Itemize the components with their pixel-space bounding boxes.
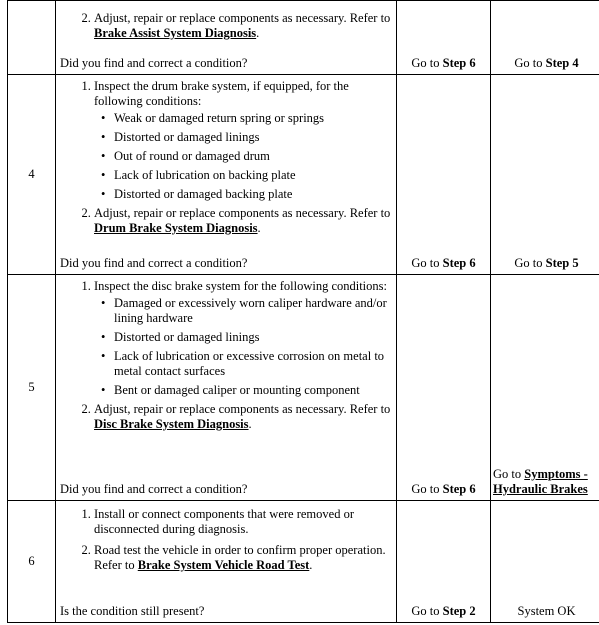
drum-brake-diagnosis-link[interactable]: Drum Brake System Diagnosis	[94, 221, 258, 235]
list-item: 2. Adjust, repair or replace components as necessary. Refer to Disc Brake System Diagnosis.	[94, 402, 392, 432]
action-list	[60, 79, 392, 236]
goto-step-link[interactable]: Step 6	[442, 256, 476, 270]
no-action: Go to Step 4	[491, 1, 599, 75]
diagnostic-table	[7, 0, 599, 623]
list-item: 2. Road test the vehicle in order to confirm proper operation. Refer to Brake System Vehicle Road Test.	[94, 543, 392, 573]
table-row	[8, 75, 599, 275]
bullet-item: • Lack of lubrication on backing plate	[114, 168, 392, 183]
brake-assist-diagnosis-link[interactable]: Brake Assist System Diagnosis	[94, 26, 257, 40]
road-test-link[interactable]: Brake System Vehicle Road Test	[137, 558, 310, 572]
step-number	[8, 1, 56, 75]
bullet-item: • Weak or damaged return spring or springs	[114, 111, 392, 126]
list-item: 2. Adjust, repair or replace components as necessary. Refer to Drum Brake System Diagnosis.	[94, 206, 392, 236]
action-cell	[56, 275, 397, 501]
bullet-item: • Distorted or damaged linings	[114, 130, 392, 145]
question-text: Did you find and correct a condition?	[60, 56, 248, 70]
action-cell	[56, 75, 397, 275]
no-action: Go to Symptoms - Hydraulic Brakes	[491, 275, 599, 501]
disc-brake-diagnosis-link[interactable]: Disc Brake System Diagnosis	[94, 417, 249, 431]
bullet-item: • Distorted or damaged linings	[114, 330, 392, 345]
question-text: Did you find and correct a condition?	[60, 482, 248, 496]
step-number: 6	[8, 501, 56, 623]
symptoms-hydraulic-brakes-link[interactable]: Symptoms -	[524, 467, 588, 481]
list-item: 2. Adjust, repair or replace components as necessary. Refer to Brake Assist System Diagnosis.	[94, 11, 392, 41]
goto-step-link[interactable]: Step 5	[545, 256, 579, 270]
step-number: 5	[8, 275, 56, 501]
list-item: 1. Inspect the drum brake system, if equipped, for the following conditions: • Weak or damaged return spring or springs • Distorted or damaged linings • Out of round or damaged drum • Lack of lubrication on backing plate • Distorted or damaged backing plate	[94, 79, 392, 202]
condition-bullets	[94, 296, 392, 398]
action-list	[60, 11, 392, 41]
symptoms-hydraulic-brakes-link-cont[interactable]: Hydraulic Brakes	[493, 482, 588, 496]
no-action: System OK	[491, 501, 599, 623]
table-row	[8, 501, 599, 623]
yes-action: Go to Step 6	[397, 275, 491, 501]
list-item: 1. Inspect the disc brake system for the following conditions: • Damaged or excessively worn caliper hardware and/or lining hardware • Distorted or damaged linings • Lack of lubrication or excessive corrosion on metal to metal contact surfaces • Bent or damaged caliper or mounting component	[94, 279, 392, 398]
goto-step-link[interactable]: Step 6	[442, 56, 476, 70]
goto-step-link[interactable]: Step 2	[442, 604, 476, 618]
bullet-item: • Bent or damaged caliper or mounting component	[114, 383, 392, 398]
action-cell	[56, 1, 397, 75]
action-list	[60, 507, 392, 573]
bullet-item: • Lack of lubrication or excessive corrosion on metal to metal contact surfaces	[114, 349, 392, 379]
table-row	[8, 275, 599, 501]
step-number: 4	[8, 75, 56, 275]
table-row	[8, 1, 599, 75]
question-text: Did you find and correct a condition?	[60, 256, 248, 270]
action-list	[60, 279, 392, 432]
no-action: Go to Step 5	[491, 75, 599, 275]
yes-action: Go to Step 6	[397, 75, 491, 275]
action-cell	[56, 501, 397, 623]
goto-step-link[interactable]: Step 6	[442, 482, 476, 496]
goto-step-link[interactable]: Step 4	[545, 56, 579, 70]
yes-action: Go to Step 2	[397, 501, 491, 623]
bullet-item: • Damaged or excessively worn caliper hardware and/or lining hardware	[114, 296, 392, 326]
yes-action: Go to Step 6	[397, 1, 491, 75]
question-text: Is the condition still present?	[60, 604, 205, 618]
bullet-item: • Out of round or damaged drum	[114, 149, 392, 164]
condition-bullets	[94, 111, 392, 202]
list-item: 1. Install or connect components that were removed or disconnected during diagnosis.	[94, 507, 392, 537]
bullet-item: • Distorted or damaged backing plate	[114, 187, 392, 202]
